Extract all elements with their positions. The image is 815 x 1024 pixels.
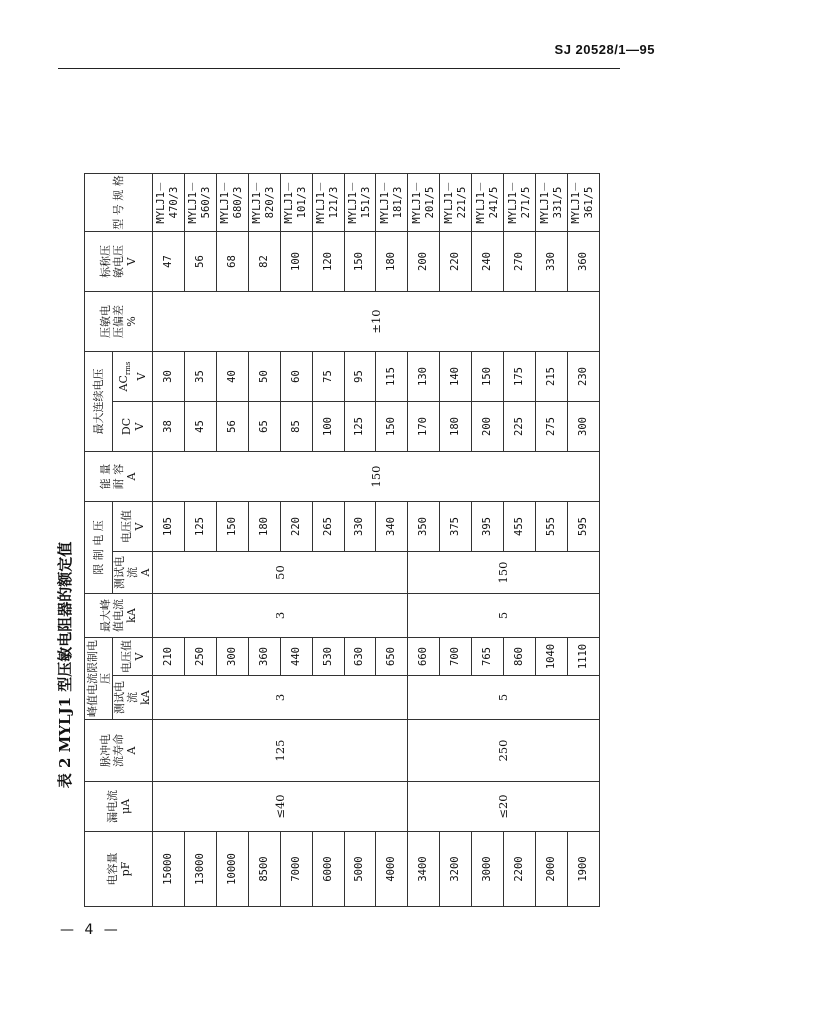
col-clamp-voltage: 电压值 V <box>113 502 153 552</box>
peak-voltage-cell: 860 <box>504 638 536 676</box>
dc-voltage-cell: 38 <box>153 402 185 452</box>
capacitance-cell: 5000 <box>344 832 376 907</box>
leakage-merged-cell: ≤20 <box>408 782 600 832</box>
clamp-voltage-cell: 375 <box>440 502 472 552</box>
peak-voltage-cell: 765 <box>472 638 504 676</box>
dc-voltage-cell: 300 <box>567 402 599 452</box>
peak-test-current-merged-cell: 3 <box>153 676 408 720</box>
leakage-merged-cell: ≤40 <box>153 782 408 832</box>
col-dc: DC V <box>113 402 153 452</box>
col-pulse-life: 脉冲电 流寿命 A <box>85 720 153 782</box>
ac-voltage-cell: 175 <box>504 352 536 402</box>
peak-voltage-cell: 1040 <box>536 638 568 676</box>
peak-voltage-cell: 530 <box>312 638 344 676</box>
rotated-table-container <box>84 82 600 907</box>
dc-voltage-cell: 56 <box>216 402 248 452</box>
model-cell: MYLJ1－221/5 <box>440 174 472 232</box>
peak-voltage-cell: 1110 <box>567 638 599 676</box>
clamp-voltage-cell: 350 <box>408 502 440 552</box>
ac-voltage-cell: 60 <box>280 352 312 402</box>
ac-voltage-cell: 140 <box>440 352 472 402</box>
table-header-row <box>85 82 113 907</box>
ac-voltage-cell: 75 <box>312 352 344 402</box>
table-body <box>153 82 600 907</box>
capacitance-cell: 3000 <box>472 832 504 907</box>
ac-voltage-cell: 130 <box>408 352 440 402</box>
model-cell: MYLJ1－470/3 <box>153 174 185 232</box>
model-cell: MYLJ1－331/5 <box>536 174 568 232</box>
header-rule <box>58 68 620 69</box>
col-energy: 能 量 耐 容 A <box>85 452 153 502</box>
col-capacitance: 电容量 pF <box>85 832 153 907</box>
model-cell: MYLJ1－271/5 <box>504 174 536 232</box>
peak-voltage-cell: 650 <box>376 638 408 676</box>
nominal-voltage-cell: 270 <box>504 232 536 292</box>
clamp-voltage-cell: 455 <box>504 502 536 552</box>
peak-voltage-cell: 700 <box>440 638 472 676</box>
clamp-voltage-cell: 595 <box>567 502 599 552</box>
dc-voltage-cell: 200 <box>472 402 504 452</box>
dc-voltage-cell: 65 <box>248 402 280 452</box>
page-number: — 4 — <box>60 922 121 938</box>
ac-label: AC <box>116 375 130 392</box>
ac-voltage-cell: 40 <box>216 352 248 402</box>
capacitance-cell: 13000 <box>184 832 216 907</box>
clamp-voltage-cell: 150 <box>216 502 248 552</box>
ac-voltage-cell: 35 <box>184 352 216 402</box>
nominal-voltage-cell: 200 <box>408 232 440 292</box>
capacitance-cell: 6000 <box>312 832 344 907</box>
nominal-voltage-cell: 330 <box>536 232 568 292</box>
capacitance-cell: 3200 <box>440 832 472 907</box>
model-cell: MYLJ1－121/3 <box>312 174 344 232</box>
capacitance-cell: 2200 <box>504 832 536 907</box>
model-cell: MYLJ1－820/3 <box>248 174 280 232</box>
capacitance-cell: 15000 <box>153 832 185 907</box>
ratings-table <box>84 81 600 907</box>
nominal-voltage-cell: 360 <box>567 232 599 292</box>
clamp-test-current-merged-cell: 150 <box>408 552 600 594</box>
nominal-voltage-cell: 82 <box>248 232 280 292</box>
capacitance-cell: 4000 <box>376 832 408 907</box>
pulse-life-merged-cell: 250 <box>408 720 600 782</box>
clamp-voltage-cell: 105 <box>153 502 185 552</box>
model-cell: MYLJ1－560/3 <box>184 174 216 232</box>
capacitance-cell: 3400 <box>408 832 440 907</box>
nominal-voltage-cell: 100 <box>280 232 312 292</box>
ac-voltage-cell: 50 <box>248 352 280 402</box>
energy-merged-cell: 150 <box>153 452 600 502</box>
nominal-voltage-cell: 240 <box>472 232 504 292</box>
tolerance-merged-cell: ±10 <box>153 292 600 352</box>
capacitance-cell: 2000 <box>536 832 568 907</box>
col-peak-voltage: 电压值 V <box>113 638 153 676</box>
col-group-max-continuous: 最大连续电压 <box>85 352 113 452</box>
dc-voltage-cell: 150 <box>376 402 408 452</box>
ac-voltage-cell: 95 <box>344 352 376 402</box>
dc-voltage-cell: 180 <box>440 402 472 452</box>
nominal-voltage-cell: 47 <box>153 232 185 292</box>
col-model: 型 号 规 格 <box>85 174 153 232</box>
dc-voltage-cell: 125 <box>344 402 376 452</box>
nominal-voltage-cell: 120 <box>312 232 344 292</box>
clamp-voltage-cell: 180 <box>248 502 280 552</box>
clamp-voltage-cell: 125 <box>184 502 216 552</box>
dc-voltage-cell: 85 <box>280 402 312 452</box>
col-group-peak-clamp: 峰值电流限制电压 <box>85 638 113 720</box>
table-row <box>153 82 185 907</box>
col-leakage: 漏电流 μA <box>85 782 153 832</box>
ac-voltage-cell: 30 <box>153 352 185 402</box>
document-code: SJ 20528/1—95 <box>554 42 655 57</box>
dc-voltage-cell: 225 <box>504 402 536 452</box>
nominal-voltage-cell: 220 <box>440 232 472 292</box>
peak-voltage-cell: 440 <box>280 638 312 676</box>
col-peak-test-current: 测试电流 kA <box>113 676 153 720</box>
ac-rms-subscript: rms <box>124 361 133 376</box>
model-cell: MYLJ1－241/5 <box>472 174 504 232</box>
dc-voltage-cell: 100 <box>312 402 344 452</box>
peak-voltage-cell: 630 <box>344 638 376 676</box>
col-tolerance: 压敏电 压偏差 % <box>85 292 153 352</box>
capacitance-cell: 7000 <box>280 832 312 907</box>
ac-voltage-cell: 215 <box>536 352 568 402</box>
nominal-voltage-cell: 56 <box>184 232 216 292</box>
nominal-voltage-cell: 150 <box>344 232 376 292</box>
table-title: 表 2 MYLJ1 型压敏电阻器的额定值 <box>56 541 74 789</box>
clamp-voltage-cell: 340 <box>376 502 408 552</box>
peak-voltage-cell: 360 <box>248 638 280 676</box>
max-peak-current-merged-cell: 3 <box>153 594 408 638</box>
model-cell: MYLJ1－201/5 <box>408 174 440 232</box>
nominal-voltage-cell: 68 <box>216 232 248 292</box>
model-cell: MYLJ1－101/3 <box>280 174 312 232</box>
peak-voltage-cell: 300 <box>216 638 248 676</box>
clamp-voltage-cell: 395 <box>472 502 504 552</box>
peak-test-current-merged-cell: 5 <box>408 676 600 720</box>
peak-voltage-cell: 250 <box>184 638 216 676</box>
col-max-peak-current: 最大峰 值电流 kA <box>85 594 153 638</box>
dc-voltage-cell: 170 <box>408 402 440 452</box>
ac-voltage-cell: 150 <box>472 352 504 402</box>
col-ac-rms <box>113 352 153 402</box>
capacitance-cell: 1900 <box>567 832 599 907</box>
nominal-voltage-cell: 180 <box>376 232 408 292</box>
ac-voltage-cell: 230 <box>567 352 599 402</box>
dc-voltage-cell: 275 <box>536 402 568 452</box>
model-cell: MYLJ1－361/5 <box>567 174 599 232</box>
clamp-voltage-cell: 265 <box>312 502 344 552</box>
col-nominal-voltage: 标称压 敏电压 V <box>85 232 153 292</box>
peak-voltage-cell: 210 <box>153 638 185 676</box>
capacitance-cell: 10000 <box>216 832 248 907</box>
capacitance-cell: 8500 <box>248 832 280 907</box>
col-clamp-test-current: 测试电流 A <box>113 552 153 594</box>
ac-voltage-cell: 115 <box>376 352 408 402</box>
model-cell: MYLJ1－151/3 <box>344 174 376 232</box>
clamp-voltage-cell: 220 <box>280 502 312 552</box>
col-group-clamp: 限 制 电 压 <box>85 502 113 594</box>
dc-voltage-cell: 45 <box>184 402 216 452</box>
peak-voltage-cell: 660 <box>408 638 440 676</box>
clamp-test-current-merged-cell: 50 <box>153 552 408 594</box>
clamp-voltage-cell: 330 <box>344 502 376 552</box>
model-cell: MYLJ1－680/3 <box>216 174 248 232</box>
model-cell: MYLJ1－181/3 <box>376 174 408 232</box>
pulse-life-merged-cell: 125 <box>153 720 408 782</box>
ac-unit: V <box>135 372 149 381</box>
max-peak-current-merged-cell: 5 <box>408 594 600 638</box>
clamp-voltage-cell: 555 <box>536 502 568 552</box>
